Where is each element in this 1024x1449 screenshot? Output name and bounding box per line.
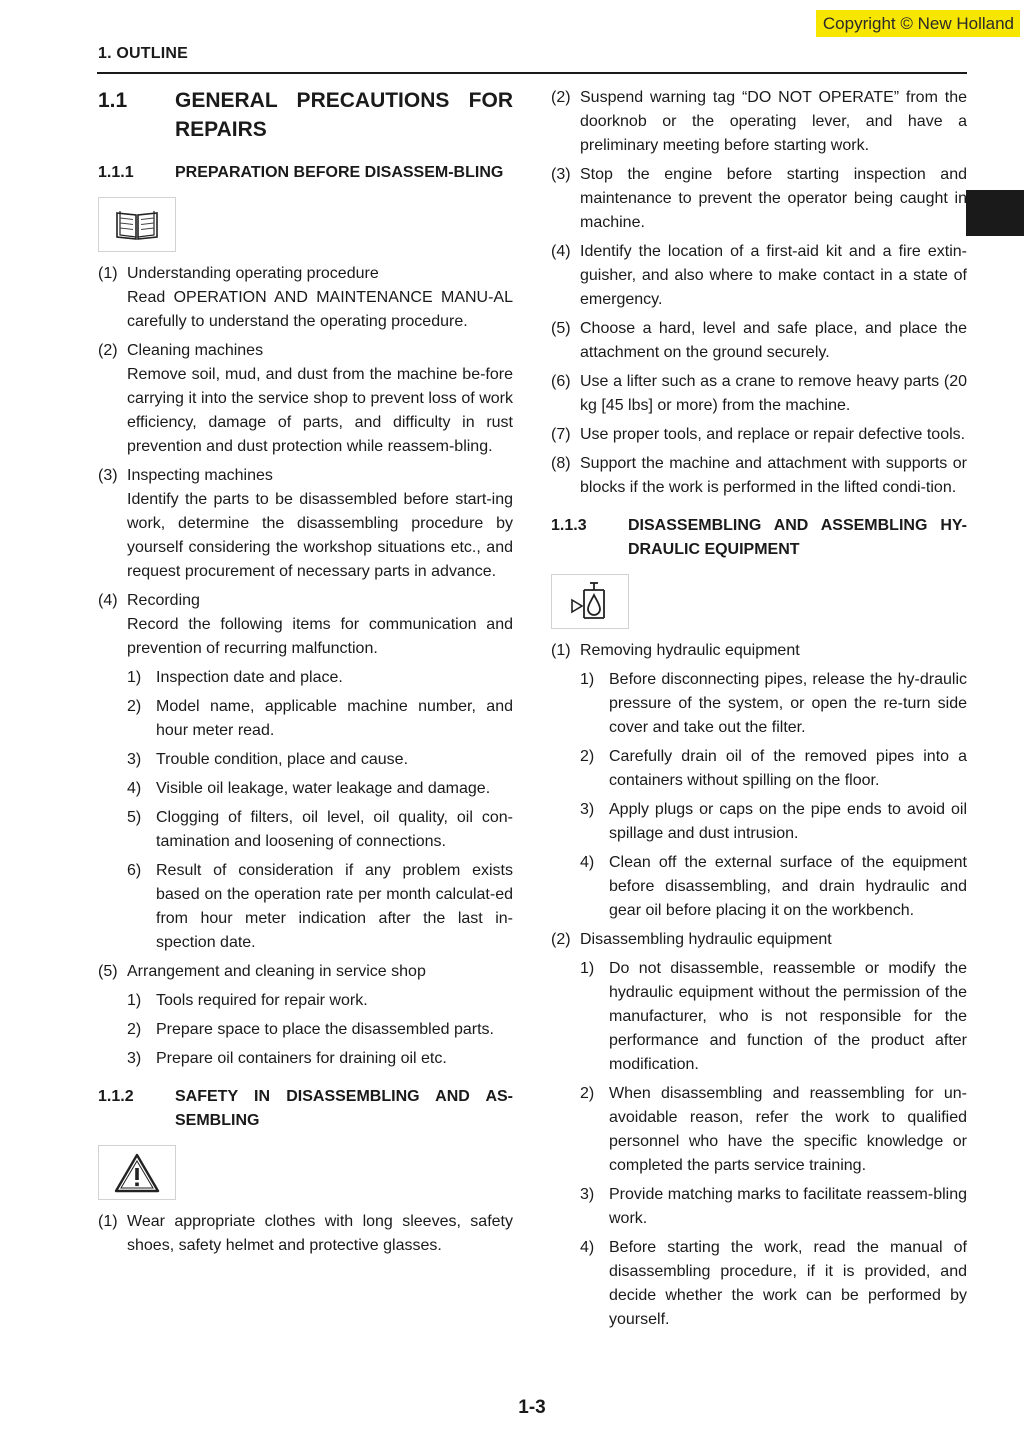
sub-list-item: 4) Visible oil leakage, water leakage and damage. xyxy=(127,780,491,797)
list-1-1-1 xyxy=(98,262,513,1071)
sub-list-item: 2) Prepare space to place the disassembled parts. xyxy=(127,1021,494,1038)
chapter-side-tab xyxy=(966,190,1024,236)
sub-list-item: 2) Model name, applicable machine number, and hour meter read. xyxy=(127,698,513,739)
section-heading xyxy=(98,86,513,144)
copyright-badge: Copyright © New Holland xyxy=(816,10,1020,37)
list-item: (1) Understanding operating procedure Read OPERATION AND MAINTENANCE MANU-AL carefully to understand the operating procedure. xyxy=(98,265,513,330)
list-item: (3) Stop the engine before starting inspection and maintenance to prevent the operator being caught in machine. xyxy=(551,166,967,231)
book-icon xyxy=(98,197,176,252)
list-item: (1) Wear appropriate clothes with long sleeves, safety shoes, safety helmet and protective glasses. xyxy=(98,1213,513,1254)
subsection-heading-1-1-1 xyxy=(98,161,513,185)
page-number: 1-3 xyxy=(518,1397,546,1418)
right-column xyxy=(551,86,967,1332)
running-header: 1. OUTLINE xyxy=(98,45,189,62)
section-number: 1.1 xyxy=(98,89,128,112)
sub-list-item: 1) Tools required for repair work. xyxy=(127,992,368,1009)
sub-list-item: 2) Carefully drain oil of the removed pipes into a containers without spilling on the floor. xyxy=(580,748,967,789)
subsection-title: SAFETY IN DISASSEMBLING AND AS-SEMBLING xyxy=(175,1088,513,1129)
sub-list-item: 1) Do not disassemble, reassemble or modify the hydraulic equipment without the permission of the manufacturer, who is not responsible for the performance and function of the product after modification. xyxy=(580,960,967,1073)
list-item: (3) Inspecting machines Identify the parts to be disassembled before start-ing work, determine the disassembling procedure by yourself considering the workshop situations etc., and request procurement of necessary parts in advance. xyxy=(98,467,513,580)
list-item: (1) Removing hydraulic equipment xyxy=(551,642,800,659)
list-item: (6) Use a lifter such as a crane to remove heavy parts (20 kg [45 lbs] or more) from the machine. xyxy=(551,373,967,414)
sub-list-item: 1) Before disconnecting pipes, release the hy-draulic pressure of the system, or open the re-turn side cover and take out the filter. xyxy=(580,671,967,736)
header-rule xyxy=(97,72,967,74)
subsection-title: PREPARATION BEFORE DISASSEM-BLING xyxy=(175,164,504,181)
list-item: (2) Cleaning machines Remove soil, mud, and dust from the machine be-fore carrying it into the service shop to prevent loss of work efficiency, damage of parts, and difficulty in rust prevention and dust protection while reassem-bling. xyxy=(98,342,513,455)
list-1-1-3 xyxy=(551,639,967,1332)
list-item: (5) Choose a hard, level and safe place, and place the attachment on the ground securely. xyxy=(551,320,967,361)
sub-list-item: 5) Clogging of filters, oil level, oil quality, oil con-tamination and loosening of connections. xyxy=(127,809,513,850)
section-title: GENERAL PRECAUTIONS FOR REPAIRS xyxy=(175,89,513,141)
sub-list-item: 3) Apply plugs or caps on the pipe ends to avoid oil spillage and dust intrusion. xyxy=(580,801,967,842)
sub-list-item: 6) Result of consideration if any problem exists based on the operation rate per month calculat-ed from hour meter indication after the last in-spection date. xyxy=(127,862,513,951)
left-column xyxy=(98,86,513,1258)
list-item: (2) Disassembling hydraulic equipment xyxy=(551,931,832,948)
list-item: (7) Use proper tools, and replace or repair defective tools. xyxy=(551,426,966,443)
sub-list-item: 1) Inspection date and place. xyxy=(127,669,343,686)
subsection-number: 1.1.3 xyxy=(551,517,587,534)
list-item: (2) Suspend warning tag “DO NOT OPERATE” from the doorknob or the operating lever, and have a preliminary meeting before starting work. xyxy=(551,89,967,154)
list-1-1-2-right xyxy=(551,86,967,500)
subsection-number: 1.1.1 xyxy=(98,164,134,181)
list-1-1-2-left xyxy=(98,1210,513,1258)
sub-list-item: 2) When disassembling and reassembling for un-avoidable reason, refer the work to qualified personnel who have the specific knowledge or completed the parts service training. xyxy=(580,1085,967,1174)
list-item: (4) Recording Record the following items for communication and prevention of recurring malfunction. xyxy=(98,592,513,657)
warning-triangle-icon xyxy=(98,1145,176,1200)
list-item: (8) Support the machine and attachment with supports or blocks if the work is performed in the lifted condi-tion. xyxy=(551,455,967,496)
subsection-heading-1-1-2 xyxy=(98,1085,513,1133)
sub-list-item: 3) Trouble condition, place and cause. xyxy=(127,751,409,768)
sub-list-item: 4) Clean off the external surface of the equipment before disassembling, and drain hydraulic and gear oil before placing it on the workbench. xyxy=(580,854,967,919)
list-item: (5) Arrangement and cleaning in service shop xyxy=(98,963,426,980)
hydraulic-oil-icon xyxy=(551,574,629,629)
list-item: (4) Identify the location of a first-aid kit and a fire extin-guisher, and also where to make contact in a state of emergency. xyxy=(551,243,967,308)
subsection-heading-1-1-3 xyxy=(551,514,967,562)
sub-list-item: 3) Prepare oil containers for draining oil etc. xyxy=(127,1050,447,1067)
subsection-title: DISASSEMBLING AND ASSEMBLING HY-DRAULIC EQUIPMENT xyxy=(628,517,967,558)
subsection-number: 1.1.2 xyxy=(98,1088,134,1105)
sub-list-item: 3) Provide matching marks to facilitate reassem-bling work. xyxy=(580,1186,967,1227)
sub-list-item: 4) Before starting the work, read the manual of disassembling procedure, if it is provided, and decide whether the work can be performed by yourself. xyxy=(580,1239,967,1328)
